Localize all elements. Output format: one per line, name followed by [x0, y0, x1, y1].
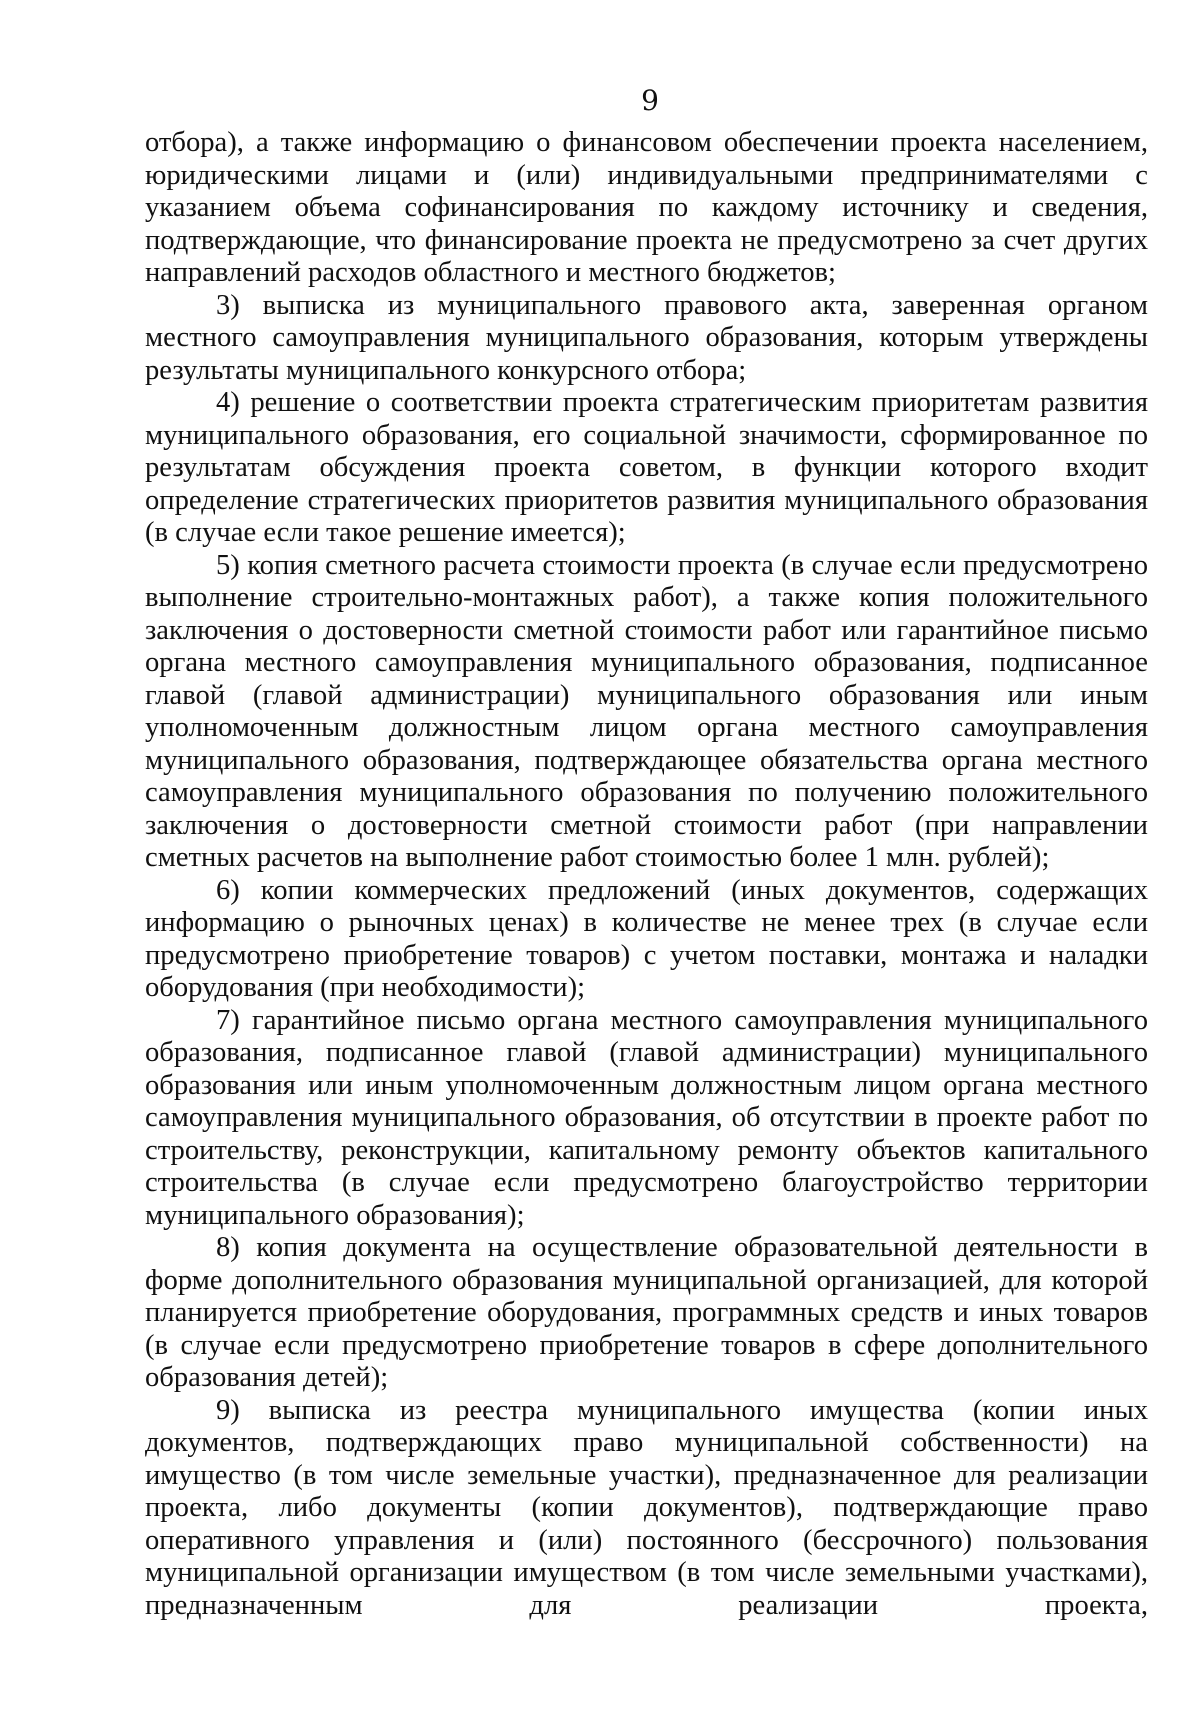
paragraph-continuation: отбора), а также информацию о финансовом обеспечении проекта населением, юридическими лицами и (или) индивидуальными предпринимателями с указанием объема софинансирования по каждому источнику и сведения, подтверждающие, что финансирование проекта не предусмотрено за счет других направлений расходов областного и местного бюджетов;	[145, 127, 1148, 288]
page-number: 9	[641, 84, 659, 117]
paragraph-item-4: 4) решение о соответствии проекта стратегическим приоритетам развития муниципального образования, его социальной значимости, сформированное по результатам обсуждения проекта советом, в функции которого входит определение стратегических приоритетов развития муниципального образования (в случае если такое решение имеется);	[145, 387, 1148, 548]
paragraph-item-7: 7) гарантийное письмо органа местного самоуправления муниципального образования, подписанное главой (главой администрации) муниципального образования или иным уполномоченным должностным лицом органа местного самоуправления муниципального образования, об отсутствии в проекте работ по строительству, реконструкции, капитальному ремонту объектов капитального строительства (в случае если предусмотрено благоустройство территории муниципального образования);	[145, 1004, 1148, 1231]
paragraph-item-8: 8) копия документа на осуществление образовательной деятельности в форме дополнительного образования муниципальной организацией, для которой планируется приобретение оборудования, программных средств и иных товаров (в случае если предусмотрено приобретение товаров в сфере дополнительного образования детей);	[145, 1232, 1148, 1393]
paragraph-item-6: 6) копии коммерческих предложений (иных документов, содержащих информацию о рыночных ценах) в количестве не менее трех (в случае если предусмотрено приобретение товаров) с учетом поставки, монтажа и наладки оборудования (при необходимости);	[145, 874, 1148, 1003]
paragraph-item-5: 5) копия сметного расчета стоимости проекта (в случае если предусмотрено выполнение строительно-монтажных работ), а также копия положительного заключения о достоверности сметной стоимости работ или гарантийное письмо органа местного самоуправления муниципального образования, подписанное главой (главой администрации) муниципального образования или иным уполномоченным должностным лицом органа местного самоуправления муниципального образования, подтверждающее обязательства органа местного самоуправления муниципального образования по получению положительного заключения о достоверности сметной стоимости работ (при направлении сметных расчетов на выполнение работ стоимостью более 1 млн. рублей);	[145, 549, 1148, 873]
document-body	[145, 127, 1148, 1622]
paragraph-item-9: 9) выписка из реестра муниципального имущества (копии иных документов, подтверждающих право муниципальной собственности) на имущество (в том числе земельные участки), предназначенное для реализации проекта, либо документы (копии документов), подтверждающие право оперативного управления и (или) постоянного (бессрочного) пользования муниципальной организации имуществом (в том числе земельными участками), предназначенным для реализации проекта,	[145, 1394, 1148, 1621]
paragraph-item-3: 3) выписка из муниципального правового акта, заверенная органом местного самоуправления муниципального образования, которым утверждены результаты муниципального конкурсного отбора;	[145, 289, 1148, 386]
